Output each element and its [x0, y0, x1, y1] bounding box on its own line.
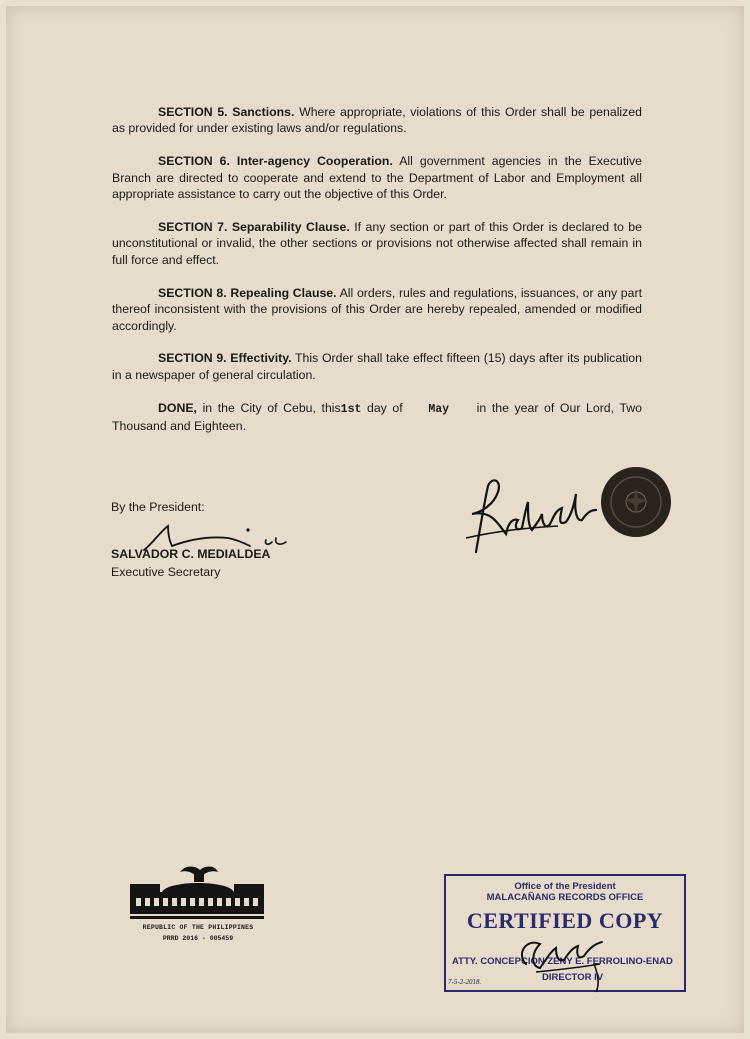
president-signature	[462, 474, 612, 560]
stamp-handwritten-date: 7-5-2-2018.	[448, 978, 482, 986]
section-6: SECTION 6. Inter-agency Cooperation. All government agencies in the Executive Branch are directed to cooperate and extend to the Department of Labor and Employment all appropriate assistance to carry out the objective of this Order.	[112, 154, 642, 202]
month-value: May	[428, 402, 450, 416]
stamp-signatory-name: ATTY. CONCEPCION ZENY E. FERROLINO-ENAD	[452, 956, 673, 967]
order-body	[112, 104, 642, 451]
done-paragraph: DONE, in the City of Cebu, this1st day of May in the year of Our Lord, Two Thousand and Eighteen.	[112, 400, 642, 434]
day-value: 1st	[340, 402, 362, 416]
malacanang-palace-icon	[128, 862, 266, 922]
stamp-signatory-position: DIRECTOR IV	[542, 972, 604, 983]
emblem-caption: REPUBLIC OF THE PHILIPPINES	[142, 924, 254, 931]
section-7: SECTION 7. Separability Clause. If any section or part of this Order is declared to be unconstitutional or invalid, the other sections or provisions not otherwise affected shall remain in full force and effect.	[112, 220, 642, 267]
emblem-reference-number: PRRD 2016 - 005459	[162, 935, 234, 942]
section-9: SECTION 9. Effectivity. This Order shall take effect fifteen (15) days after its publication in a newspaper of general circulation.	[112, 351, 642, 382]
stamp-office: Office of the President	[514, 881, 616, 892]
section-8: SECTION 8. Repealing Clause. All orders, rules and regulations, issuances, or any part thereof inconsistent with the provisions of this Order are hereby repealed, amended or modified accordingly.	[112, 285, 642, 333]
presidential-seal	[600, 466, 672, 538]
certifier-signature	[506, 924, 616, 994]
by-the-president-label: By the President:	[111, 500, 205, 514]
stamp-records-office: MALACAÑANG RECORDS OFFICE	[486, 892, 644, 903]
stamp-title: CERTIFIED COPY	[466, 908, 664, 933]
secretary-title: Executive Secretary	[111, 565, 221, 579]
secretary-name: SALVADOR C. MEDIALDEA	[111, 547, 271, 561]
section-5: SECTION 5. Sanctions. Where appropriate, violations of this Order shall be penalized as provided for under existing laws and/or regulations.	[112, 105, 642, 136]
